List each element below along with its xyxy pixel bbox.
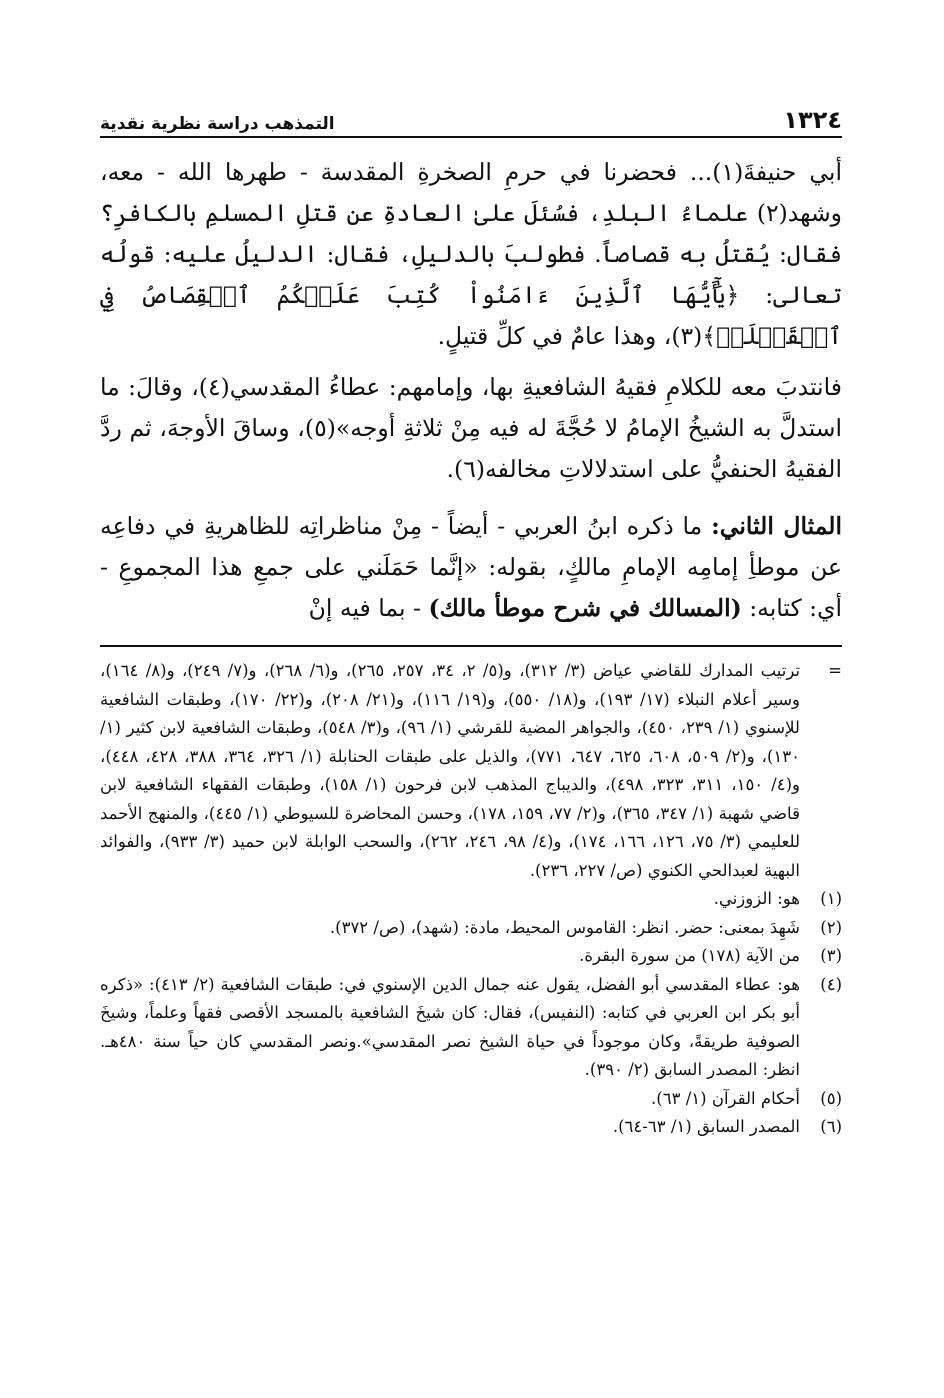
book-title: التمذهب دراسة نظرية نقدية <box>100 114 335 134</box>
footnote-1 <box>100 885 842 914</box>
paragraph-3-text-a: ما ذكره ابنُ العربي - أيضاً - مِنْ مناظراتِه للظاهريةِ في دفاعِه عن موطأِ إمامِه الإمامِ مالكٍ، بقوله: «إنَّما حَمَلَني على جمعِ هذا المجموعِ - أي: كتابه: <box>100 512 842 622</box>
footnote-text: المصدر السابق (١/ ٦٣-٦٤). <box>612 1117 800 1136</box>
footnote-5 <box>100 1085 842 1114</box>
footnote-marker: (٥) <box>820 1088 842 1108</box>
paragraph-2: فانتدبَ معه للكلامِ فقيهُ الشافعيةِ بها، وإمامهم: عطاءُ المقدسي(٤)، وقالَ: ما استدلَّ به الشيخُ الإمامُ لا حُجَّةَ له فيه مِنْ ثلاثةِ أوجه»(٥)، وساقَ الأوجهَ، ثم ردَّ الفقيهُ الحنفيُّ على استدلالاتِ مخالفه(٦). <box>100 373 842 483</box>
book-name: (المسالك في شرح موطأ مالك) <box>428 594 742 622</box>
page-number: ١٣٢٤ <box>783 106 842 134</box>
footnote-marker: (٤) <box>820 974 842 994</box>
paragraph-3 <box>100 506 842 629</box>
footnote-marker: (١) <box>820 889 842 908</box>
footnote-marker: (٣) <box>820 946 842 965</box>
footnote-continued <box>100 657 842 885</box>
footnote-6 <box>100 1113 842 1142</box>
footnotes <box>100 657 842 1142</box>
paragraph-3-text-b: - بما فيه إنْ <box>308 594 429 622</box>
footnote-marker: (٦) <box>820 1117 842 1136</box>
running-header <box>100 100 842 138</box>
footnote-divider <box>100 645 842 647</box>
footnote-text: من الآية (١٧٨) من سورة البقرة. <box>579 946 800 965</box>
book-page <box>100 100 842 1330</box>
footnote-text: أحكام القرآن (١/ ٦٣). <box>651 1088 800 1108</box>
footnote-marker: (٢) <box>820 917 842 937</box>
footnote-text: شَهِدَ بمعنى: حضر. انظر: القاموس المحيط، مادة: (شهد)، (ص/ ٣٧٢). <box>329 917 800 937</box>
footnote-4 <box>100 971 842 1085</box>
footnote-text: هو: الزوزني. <box>713 889 800 908</box>
footnote-3 <box>100 942 842 971</box>
footnote-marker: = <box>828 661 842 680</box>
footnote-2 <box>100 914 842 943</box>
footnote-text: ترتيب المدارك للقاضي عياض (٣/ ٣١٢)، و(٥/ ٢، ٣٤، ٢٥٧، ٢٦٥)، و(٦/ ٢٦٨)، و(٧/ ٢٤٩)، و(٨/ ١٦٤)، وسير أعلام النبلاء (١٧/ ١٩٣)، و(١٨/ ٥٥٠)، و(١٩/ ١١٦)، و(٢١/ ٢٠٨)، و(٢٢/ ١٧٠)، وطبقات الشافعية للإسنوي (١/ ٢٣٩، ٤٥٠)، والجواهر المضية للقرشي (١/ ٩٦)، و(٣/ ٥٤٨)، وطبقات الشافعية لابن كثير (١/ ١٣٠)، و(٢/ ٥٠٩، ٦٠٨، ٦٢٥، ٦٤٧، ٧٧١)، والذيل على طبقات الحنابلة (١/ ٣٢٦، ٣٦٤، ٣٨٨، ٤٢٨، ٤٤٨)، و(٤/ ١٥٠، ٣١١، ٣٢٣، ٤٩٨)، والديباج المذهب لابن فرحون (١/ ١٥٨)، وطبقات الفقهاء الشافعية لابن قاضي شهبة (١/ ٣٤٧، ٣٦٥)، و(٢/ ٧٧، ١٥٩، ١٧٨)، وحسن المحاضرة للسيوطي (١/ ٤٤٥)، والمنهج الأحمد للعليمي (٣/ ٧٥، ١٢٦، ١٦٦، ١٧٤)، و(٤/ ٩٨، ٢٤٦، ٢٦٢)، والسحب الوابلة لابن حميد (٣/ ٩٣٣)، والفوائد البهية لعبدالحي الكنوي (ص/ ٢٢٧، ٢٣٦). <box>100 661 801 880</box>
main-text <box>100 152 842 629</box>
footnote-text: هو: عطاء المقدسي أبو الفضل، يقول عنه جمال الدين الإسنوي في: طبقات الشافعية (٢/ ٤١٣): «ذكره أبو بكر ابن العربي في كتابه: (النفيس)، فقال: كان شيخَ الشافعية بالمسجد الأقصى فقهاً وعلماً، وشيخَ الصوفية طريقةً، وكان موجوداً في حياة الشيخ نصر المقدسي».ونصر المقدسي كان حياً سنة ٤٨٠هـ. انظر: المصدر السابق (٢/ ٣٩٠). <box>100 974 800 1079</box>
paragraph-1: أبي حنيفةَ(١)... فحضرنا في حرمِ الصخرةِ المقدسة - طهرها الله - معه، وشهد(٢) علماءُ البلدِ، فسُئلَ علىٰ العادةِ عن قتلِ المسلمِ بالكافرِ؟ فقال: يُقتلُ به قصاصاً. فطولبَ بالدليلِ، فقال: الدليلُ عليه: قولُه تعالى: ﴿يَٰٓأَيُّهَا ٱلَّذِينَ ءَامَنُواْ كُتِبَ عَلَيۡكُمُ ٱلۡقِصَاصُ فِي ٱلۡقَتۡلَىۖ﴾(٣)، وهذا عامٌ في كلِّ قتيلٍ. <box>100 158 842 350</box>
example-label: المثال الثاني: <box>711 512 843 540</box>
